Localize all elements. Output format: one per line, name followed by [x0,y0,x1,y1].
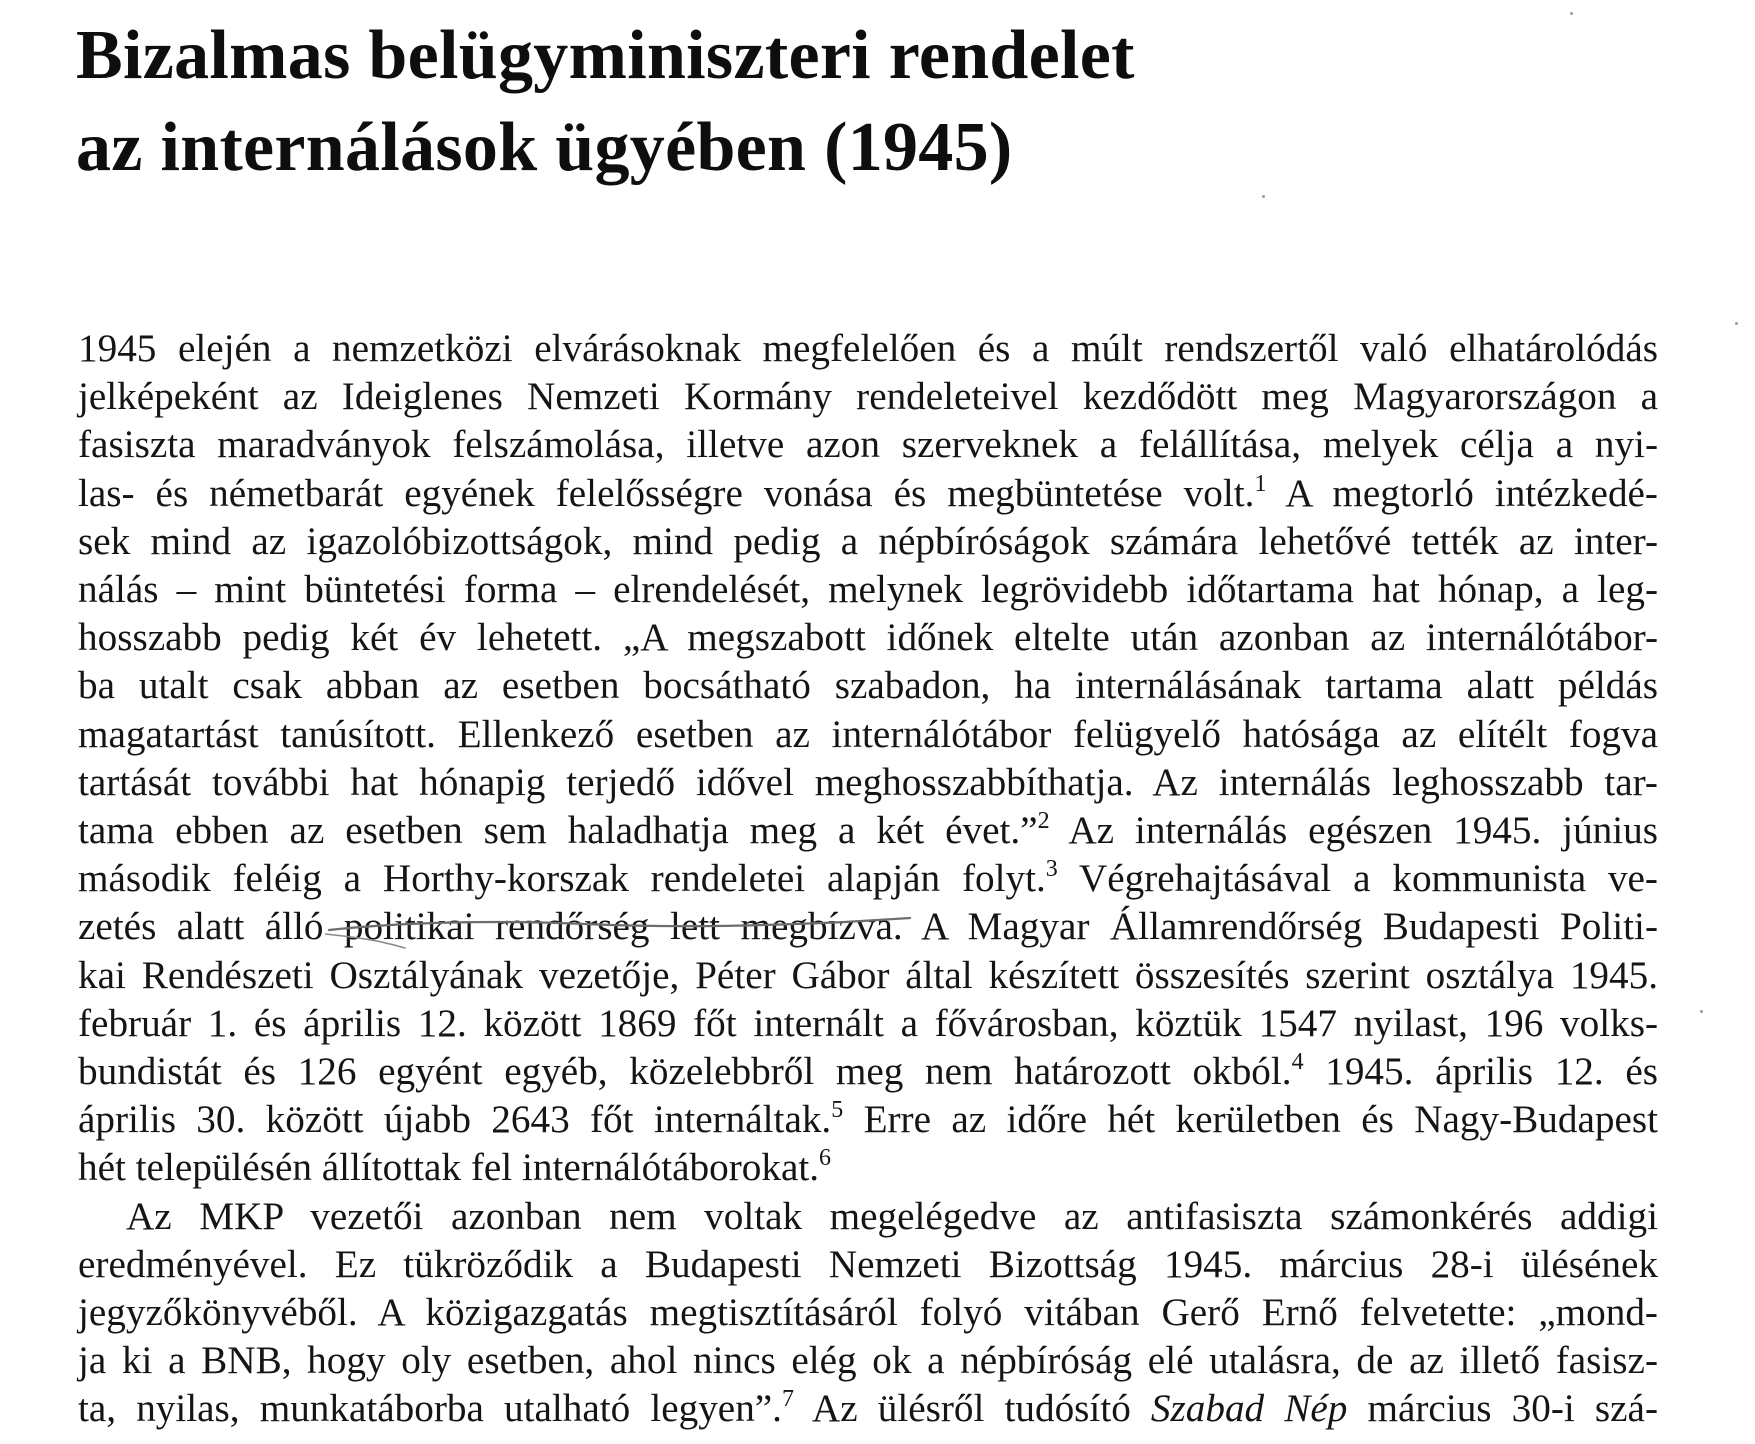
paragraph-2 [78,1193,1658,1434]
text-line: las- és németbarát egyének felelősségre vonása és megbüntetése volt.$^1$ A megtorló intézkedé- [78,470,1658,515]
article-body [78,325,1658,1434]
scan-speck [1262,195,1265,198]
scan-speck [1570,12,1573,15]
text-line: második feléig a Horthy-korszak rendeletei alapján folyt.$^3$ Végrehajtásával a kommunista ve- [78,856,1658,901]
footnote-marker: 5 [831,1097,844,1124]
text-line: ja ki a BNB, hogy oly esetben, ahol nincs elég ok a népbíróság elé utalásra, de az illető fasisz- [78,1339,1658,1383]
footnote-marker: 1 [1254,470,1267,497]
title-line-2: az internálások ügyében (1945) [76,109,1013,186]
footnote-marker: 7 [781,1386,794,1413]
text-line: eredményével. Ez tükröződik a Budapesti Nemzeti Bizottság 1945. március 28-i ülésének [78,1242,1658,1286]
scan-speck [1700,1010,1703,1013]
scan-speck [1735,322,1738,325]
text-line: kai Rendészeti Osztályának vezetője, Péter Gábor által készített összesítés szerint osztálya 1945. [78,953,1658,997]
text-line: jegyzőkönyvéből. A közigazgatás megtisztításáról folyó vitában Gerő Ernő felvetette: „mond- [78,1291,1658,1335]
text-line: hosszabb pedig két év lehetett. „A megszabott időnek eltelte után azonban az internálótábor- [78,616,1658,660]
footnote-marker: 6 [819,1145,832,1172]
footnote-marker: 2 [1037,808,1050,835]
text-line: sek mind az igazolóbizottságok, mind pedig a népbíróságok számára lehetővé tették az inter- [78,519,1658,563]
text-line: ta, nyilas, munkatáborba utalható legyen”.$^7$ Az ülésről tudósító Szabad Nép március 30-i szá- [78,1386,1658,1431]
text-line: hét településén állítottak fel internálótáborokat.$^6$ [78,1145,832,1190]
newspaper-title: Szabad Nép [1150,1387,1348,1431]
text-line: tama ebben az esetben sem haladhatja meg a két évet.”$^2$ Az internálás egészen 1945. június [78,808,1658,853]
footnote-marker: 4 [1291,1049,1304,1076]
text-line: magatartást tanúsított. Ellenkező esetben az internálótábor felügyelő hatósága az elítélt fogva [78,712,1658,756]
text-line: fasiszta maradványok felszámolása, illetve azon szerveknek a felállítása, melyek célja a nyi- [78,423,1658,467]
text-line: február 1. és április 12. között 1869 főt internált a fővárosban, köztük 1547 nyilast, 196 volks- [78,1001,1658,1045]
text-line: ba utalt csak abban az esetben bocsátható szabadon, ha internálásának tartama alatt példás [78,664,1658,708]
title-line-1: Bizalmas belügyminiszteri rendelet [76,17,1135,94]
text-line: bundistát és 126 egyént egyéb, közelebbről meg nem határozott okból.$^4$ 1945. április 12. és [78,1049,1658,1094]
footnote-marker: 3 [1045,856,1058,883]
text-line: április 30. között újabb 2643 főt internáltak.$^5$ Erre az időre hét kerületben és Nagy-Budapest [78,1097,1658,1142]
text-line: tartását további hat hónapig terjedő idővel meghosszabbíthatja. Az internálás leghosszabb tar- [78,760,1658,804]
text-line: nálás – mint büntetési forma – elrendelését, melynek legrövidebb időtartama hat hónap, a leg- [78,568,1658,612]
text-line: 1945 elején a nemzetközi elvárásoknak megfelelően és a múlt rendszertől való elhatárolódás [78,327,1658,370]
text-line: zetés alatt álló politikai rendőrség lett megbízva. A Magyar Államrendőrség Budapesti Politi- [78,905,1658,949]
text-line: Az MKP vezetői azonban nem voltak megelégedve az antifasiszta számonkérés addigi [126,1194,1658,1238]
paragraph-1 [78,325,1658,1193]
article-title [76,10,1476,194]
text-line: jelképeként az Ideiglenes Nemzeti Kormány rendeleteivel kezdődött meg Magyarországon a [78,375,1658,419]
